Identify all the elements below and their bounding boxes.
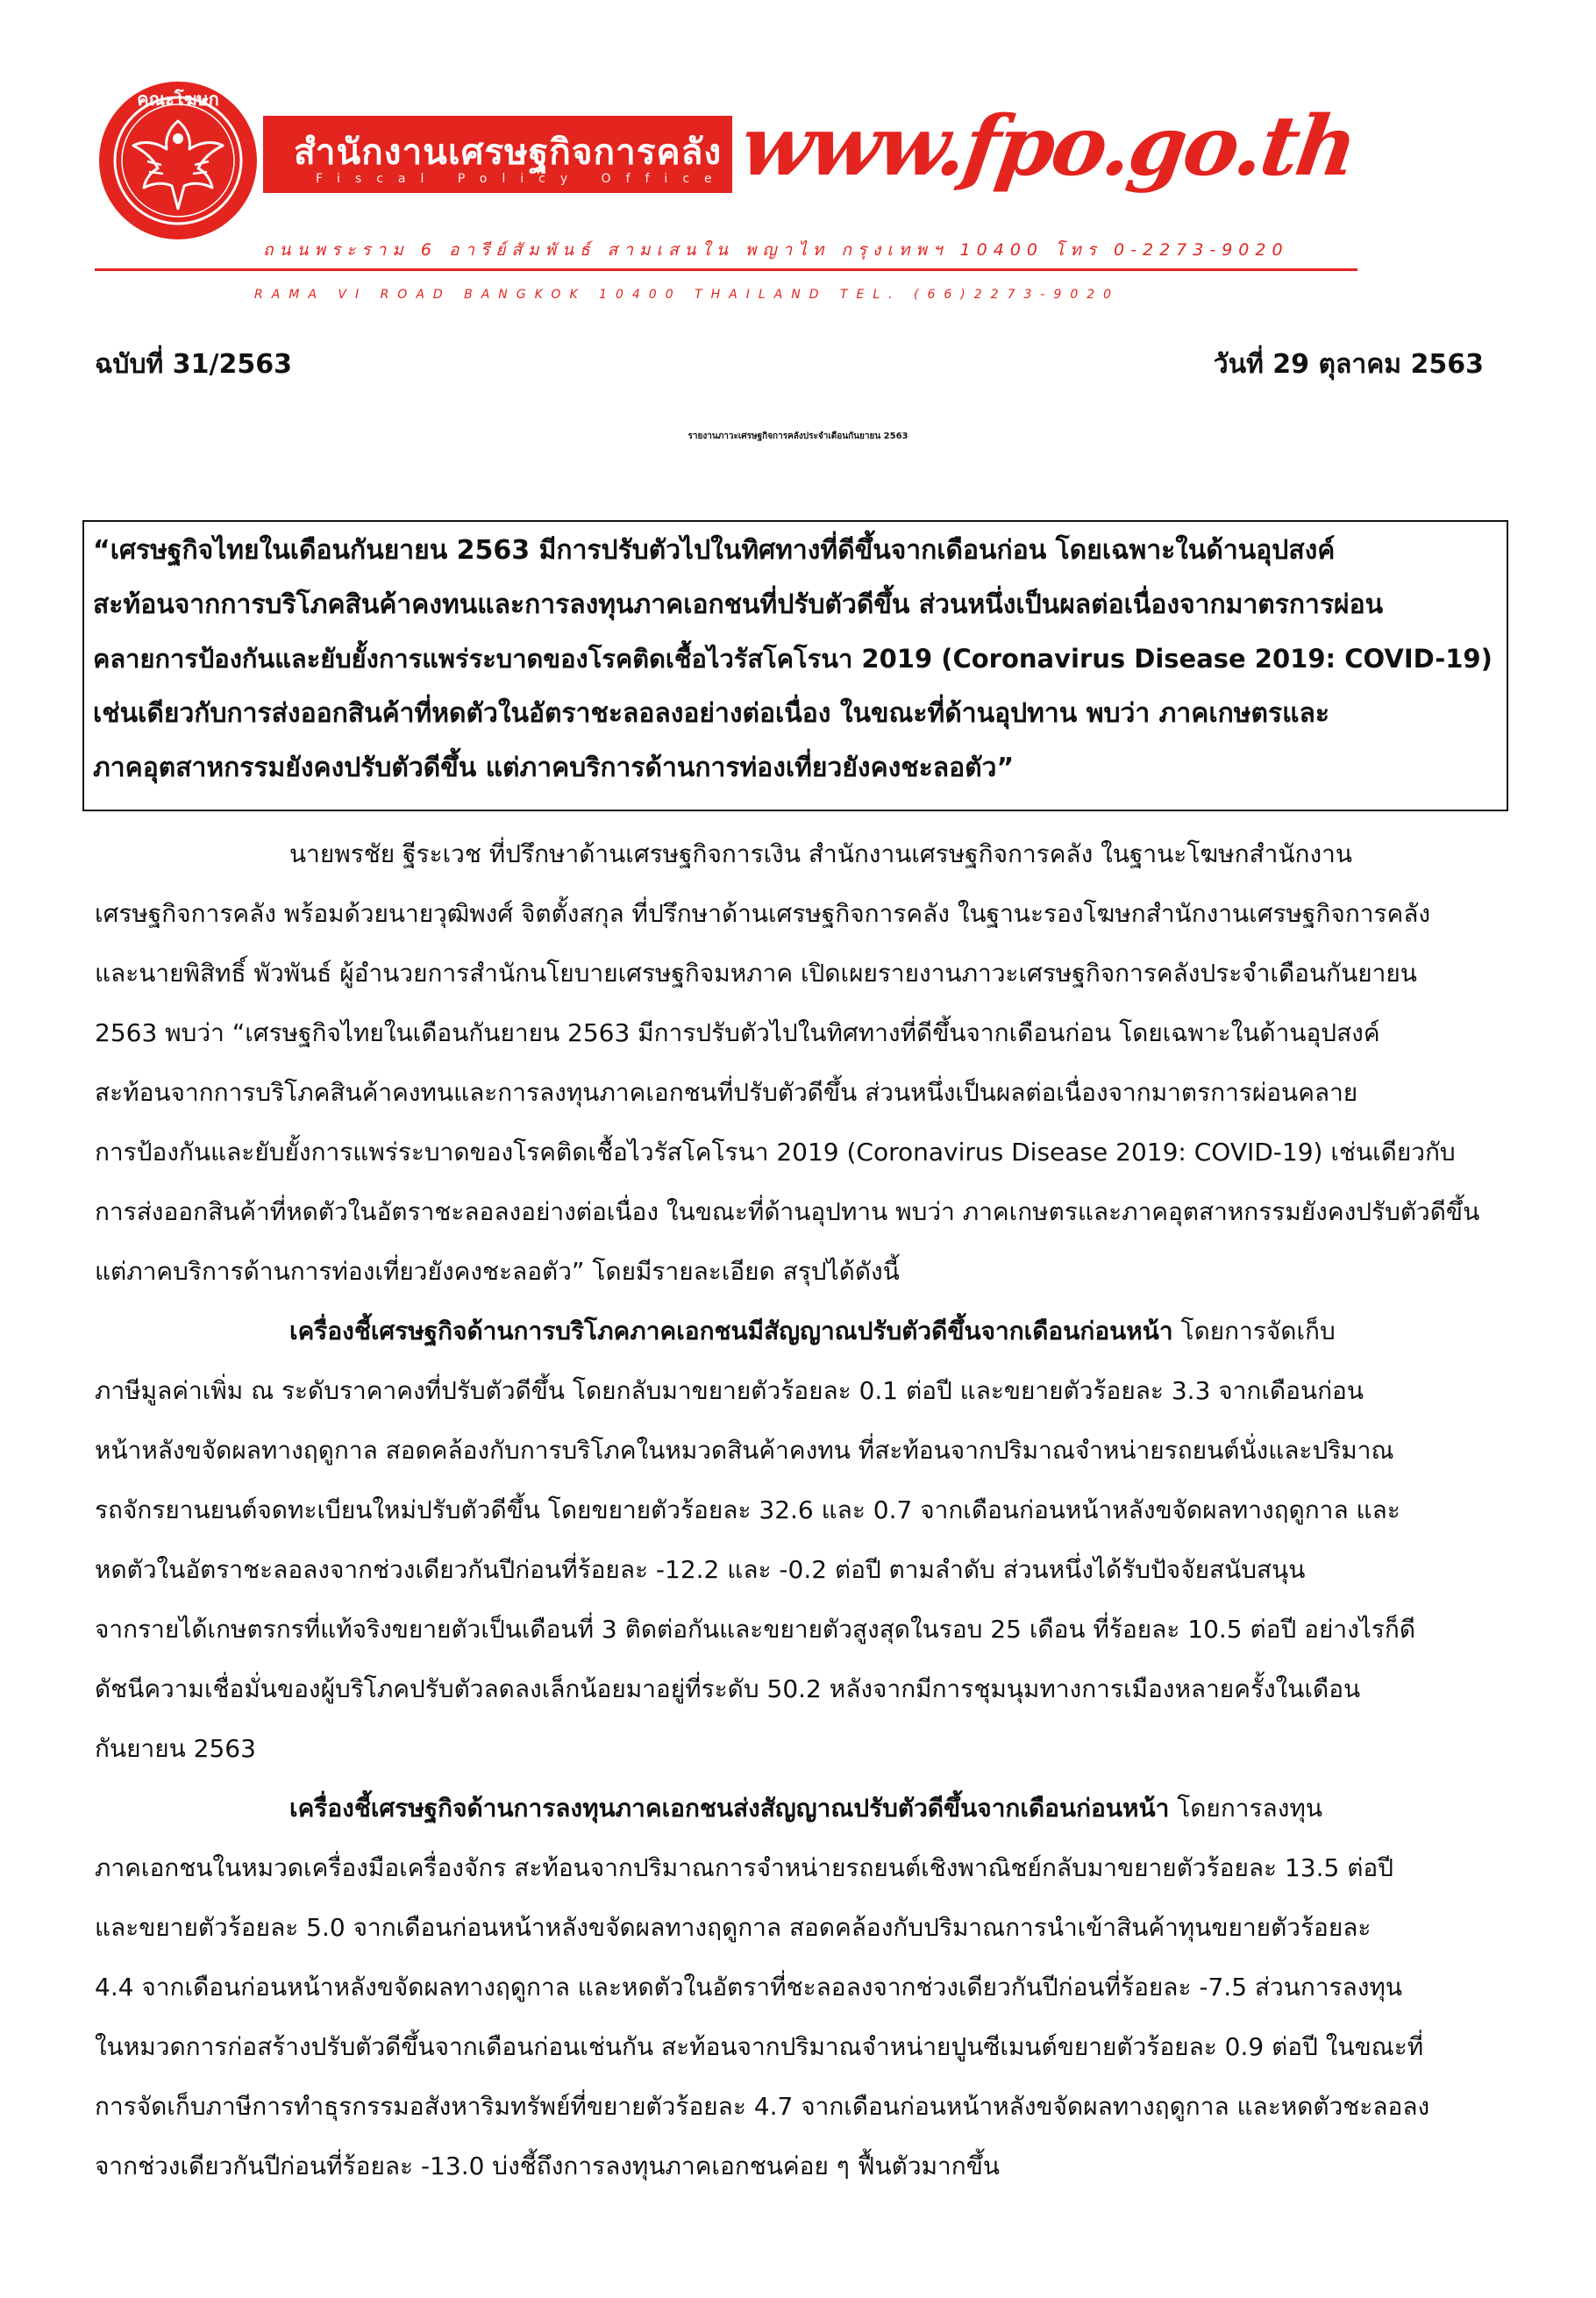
consumption-paragraph-line: หดตัวในอัตราชะลอลงจากช่วงเดียวกันปีก่อนที่ร้อยละ -12.2 และ -0.2 ต่อปี ตามลำดับ ส่วนหนึ่งได้รับปัจจัยสนับสนุน [95, 1555, 1306, 1584]
intro-paragraph-line: แต่ภาคบริการด้านการท่องเที่ยวยังคงชะลอตัว” โดยมีรายละเอียด สรุปได้ดังนี้ [95, 1257, 900, 1286]
website-url[interactable]: www.fpo.go.th [735, 98, 1361, 195]
investment-paragraph-first-line [289, 1789, 1322, 1828]
consumption-paragraph-line: รถจักรยานยนต์จดทะเบียนใหม่ปรับตัวดีขึ้น โดยขยายตัวร้อยละ 32.6 และ 0.7 จากเดือนก่อนหน้าหลังขจัดผลทางฤดูกาล และ [95, 1495, 1400, 1524]
investment-heading: เครื่องชี้เศรษฐกิจด้านการลงทุนภาคเอกชนส่งสัญญาณปรับตัวดีขึ้นจากเดือนก่อนหน้า [289, 1794, 1170, 1823]
address-thai: ถนนพระราม 6 อารีย์สัมพันธ์ สามเสนใน พญาไท กรุงเทพฯ 10400 โทร 0-2273-9020 [263, 240, 1289, 260]
intro-paragraph-line: และนายพิสิทธิ์ พัวพันธ์ ผู้อำนวยการสำนักนโยบายเศรษฐกิจมหภาค เปิดเผยรายงานภาวะเศรษฐกิจการคลังประจำเดือนกันยายน [95, 959, 1417, 988]
consumption-paragraph-line: กันยายน 2563 [95, 1734, 256, 1763]
consumption-paragraph-line: ดัชนีความเชื่อมั่นของผู้บริโภคปรับตัวลดลงเล็กน้อยมาอยู่ที่ระดับ 50.2 หลังจากมีการชุมนุมทางการเมืองหลายครั้งในเดือน [95, 1674, 1361, 1703]
summary-quote-line: เช่นเดียวกับการส่งออกสินค้าที่หดตัวในอัตราชะลอลงอย่างต่อเนื่อง ในขณะที่ด้านอุปทาน พบว่า ภาคเกษตรและ [93, 698, 1329, 729]
investment-paragraph-line: 4.4 จากเดือนก่อนหน้าหลังขจัดผลทางฤดูกาล และหดตัวในอัตราที่ชะลอลงจากช่วงเดียวกันปีก่อนที่ร้อยละ -7.5 ส่วนการลงทุน [95, 1973, 1403, 2002]
investment-first-rest: โดยการลงทุน [1169, 1794, 1322, 1823]
letterhead-divider [95, 268, 1357, 271]
investment-paragraph-line: ในหมวดการก่อสร้างปรับตัวดีขึ้นจากเดือนก่อนเช่นกัน สะท้อนจากปริมาณจำหน่ายปูนซีเมนต์ขยายตัวร้อยละ 0.9 ต่อปี ในขณะที่ [95, 2032, 1424, 2061]
intro-paragraph-line: การส่งออกสินค้าที่หดตัวในอัตราชะลอลงอย่างต่อเนื่อง ในขณะที่ด้านอุปทาน พบว่า ภาคเกษตรและภาคอุตสาหกรรมยังคงปรับตัวดีขึ้น [95, 1197, 1480, 1226]
consumption-paragraph-line: ภาษีมูลค่าเพิ่ม ณ ระดับราคาคงที่ปรับตัวดีขึ้น โดยกลับมาขยายตัวร้อยละ 0.1 ต่อปี และขยายตัวร้อยละ 3.3 จากเดือนก่อน [95, 1376, 1364, 1405]
intro-paragraph-line: เศรษฐกิจการคลัง พร้อมด้วยนายวุฒิพงศ์ จิตตั้งสกุล ที่ปรึกษาด้านเศรษฐกิจการคลัง ในฐานะรองโฆษกสำนักงานเศรษฐกิจการคลัง [95, 899, 1431, 928]
seal-text: คณะโฆษก [137, 89, 219, 110]
intro-paragraph-line: การป้องกันและยับยั้งการแพร่ระบาดของโรคติดเชื้อไวรัสโคโรนา 2019 (Coronavirus Disease 2019: COVID-19) เช่นเดียวกับ [95, 1138, 1456, 1167]
consumption-first-rest: โดยการจัดเก็บ [1172, 1317, 1336, 1345]
issue-date: วันที่ 29 ตุลาคม 2563 [1213, 349, 1484, 380]
consumption-paragraph-line: จากรายได้เกษตรกรที่แท้จริงขยายตัวเป็นเดือนที่ 3 ติดต่อกันและขยายตัวสูงสุดในรอบ 25 เดือน ที่ร้อยละ 10.5 ต่อปี อย่างไรก็ดี [95, 1615, 1416, 1644]
consumption-paragraph-line: หน้าหลังขจัดผลทางฤดูกาล สอดคล้องกับการบริโภคในหมวดสินค้าคงทน ที่สะท้อนจากปริมาณจำหน่ายรถยนต์นั่งและปริมาณ [95, 1436, 1394, 1465]
intro-paragraph-line: 2563 พบว่า “เศรษฐกิจไทยในเดือนกันยายน 2563 มีการปรับตัวไปในทิศทางที่ดีขึ้นจากเดือนก่อน โดยเฉพาะในด้านอุปสงค์ [95, 1018, 1380, 1047]
intro-paragraph-line: สะท้อนจากการบริโภคสินค้าคงทนและการลงทุนภาคเอกชนที่ปรับตัวดีขึ้น ส่วนหนึ่งเป็นผลต่อเนื่องจากมาตรการผ่อนคลาย [95, 1078, 1358, 1107]
investment-paragraph-line: การจัดเก็บภาษีการทำธุรกรรมอสังหาริมทรัพย์ที่ขยายตัวร้อยละ 4.7 จากเดือนก่อนหน้าหลังขจัดผลทางฤดูกาล และหดตัวชะลอลง [95, 2092, 1430, 2121]
address-english: RAMA VI ROAD BANGKOK 10400 THAILAND TEL. (66)2273-9020 [254, 288, 1121, 302]
summary-quote-line: “เศรษฐกิจไทยในเดือนกันยายน 2563 มีการปรับตัวไปในทิศทางที่ดีขึ้นจากเดือนก่อน โดยเฉพาะในด้านอุปสงค์ [93, 535, 1336, 566]
intro-paragraph-line: นายพรชัย ฐีระเวช ที่ปรึกษาด้านเศรษฐกิจการเงิน สำนักงานเศรษฐกิจการคลัง ในฐานะโฆษกสำนักงาน [289, 839, 1352, 868]
investment-paragraph-line: ภาคเอกชนในหมวดเครื่องมือเครื่องจักร สะท้อนจากปริมาณการจำหน่ายรถยนต์เชิงพาณิชย์กลับมาขยายตัวร้อยละ 13.5 ต่อปี [95, 1853, 1393, 1882]
investment-paragraph-line: และขยายตัวร้อยละ 5.0 จากเดือนก่อนหน้าหลังขจัดผลทางฤดูกาล สอดคล้องกับปริมาณการนำเข้าสินค้าทุนขยายตัวร้อยละ [95, 1913, 1372, 1942]
issue-number: ฉบับที่ 31/2563 [95, 349, 292, 380]
summary-quote-line: คลายการป้องกันและยับยั้งการแพร่ระบาดของโรคติดเชื้อไวรัสโคโรนา 2019 (Coronavirus Disease 2019: COVID-19) [93, 644, 1493, 674]
fpo-seal-logo [95, 77, 261, 244]
summary-quote-line: สะท้อนจากการบริโภคสินค้าคงทนและการลงทุนภาคเอกชนที่ปรับตัวดีขึ้น ส่วนหนึ่งเป็นผลต่อเนื่องจากมาตรการผ่อน [93, 589, 1384, 620]
office-name-thai: สำนักงานเศรษฐกิจการคลัง [294, 131, 723, 173]
consumption-heading: เครื่องชี้เศรษฐกิจด้านการบริโภคภาคเอกชนมีสัญญาณปรับตัวดีขึ้นจากเดือนก่อนหน้า [289, 1317, 1173, 1345]
summary-quote-line: ภาคอุตสาหกรรมยังคงปรับตัวดีขึ้น แต่ภาคบริการด้านการท่องเที่ยวยังคงชะลอตัว” [93, 753, 1015, 783]
office-name-english: Fiscal Policy Office [316, 172, 727, 186]
document-title: รายงานภาวะเศรษฐกิจการคลังประจำเดือนกันยายน 2563 [688, 432, 908, 441]
investment-paragraph-line: จากช่วงเดียวกันปีก่อนที่ร้อยละ -13.0 บ่งชี้ถึงการลงทุนภาคเอกชนค่อย ๆ ฟื้นตัวมากขึ้น [95, 2152, 1000, 2180]
consumption-paragraph-first-line [289, 1312, 1336, 1351]
